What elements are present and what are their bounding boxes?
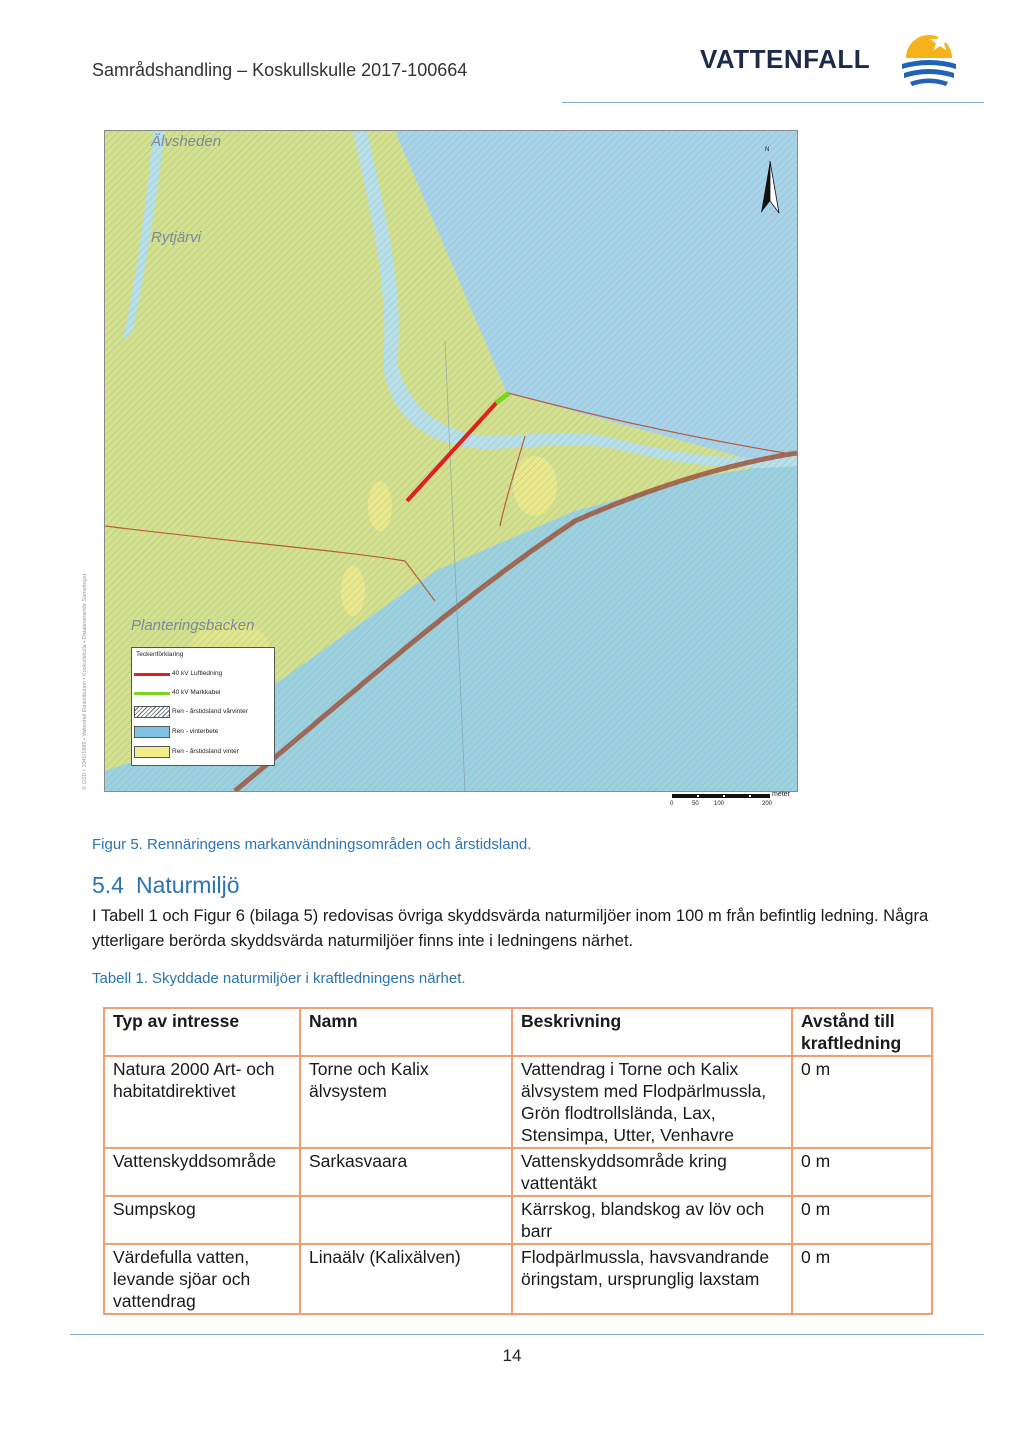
legend-swatch-spring-winter [134, 706, 170, 718]
figure-caption: Figur 5. Rennäringens markanvändningsområden och årstidsland. [92, 836, 532, 853]
table-cell: Vattenskyddsområde [104, 1148, 300, 1196]
section-heading [92, 872, 240, 899]
table-row [104, 1244, 932, 1314]
table-cell: Sumpskog [104, 1196, 300, 1244]
legend-swatch-winter [134, 746, 170, 758]
map-side-credit: © GSD • 1045/1889 • Vattenfall Eldistribution • Koskullskulle • Dataleverantör Sametinget [82, 573, 88, 790]
legend-item: Ren - årstidsland vårvinter [134, 705, 272, 719]
table-cell: 0 m [792, 1244, 932, 1314]
legend-item: 40 kV Luftledning [134, 667, 272, 681]
place-label-rytjarvi: Rytjärvi [151, 229, 202, 246]
scale-tick: 50 [692, 801, 699, 807]
table-header-cell: Typ av intresse [104, 1008, 300, 1056]
table-row [104, 1196, 932, 1244]
legend-item: Ren - årstidsland vinter [134, 745, 272, 759]
scale-tick: 100 [714, 801, 725, 807]
scale-bar-graphic [672, 794, 770, 798]
table-cell: Sarkasvaara [300, 1148, 512, 1196]
table-header-cell: Beskrivning [512, 1008, 792, 1056]
scale-tick: 200 [762, 801, 773, 807]
table-header-cell: Avstånd till kraftledning [792, 1008, 932, 1056]
reindeer-land-use-map [104, 130, 798, 792]
section-title: Naturmiljö [135, 872, 240, 898]
place-label-planteringsbacken: Planteringsbacken [131, 617, 255, 634]
header-divider [562, 102, 984, 103]
map-legend [131, 647, 275, 766]
table-cell: Linaälv (Kalixälven) [300, 1244, 512, 1314]
legend-swatch-winter-grazing [134, 726, 170, 738]
legend-swatch-ground-cable [134, 687, 170, 699]
table-row [104, 1056, 932, 1148]
place-label-alvsheden: Älvsheden [151, 133, 222, 150]
vattenfall-logo [700, 28, 962, 92]
scale-unit: meter [772, 791, 790, 798]
table-cell: Värdefulla vatten, levande sjöar och vattendrag [104, 1244, 300, 1314]
table-row [104, 1148, 932, 1196]
north-label: N [765, 147, 770, 153]
table-caption: Tabell 1. Skyddade naturmiljöer i kraftledningens närhet. [92, 970, 466, 987]
table-cell: 0 m [792, 1148, 932, 1196]
legend-swatch-overhead-line [134, 668, 170, 680]
table-header-cell: Namn [300, 1008, 512, 1056]
legend-title: Teckenförklaring [136, 651, 184, 658]
table-cell: Kärrskog, blandskog av löv och barr [512, 1196, 792, 1244]
table-cell: Vattenskyddsområde kring vattentäkt [512, 1148, 792, 1196]
table-cell: Natura 2000 Art- och habitatdirektivet [104, 1056, 300, 1148]
section-body-text: I Tabell 1 och Figur 6 (bilaga 5) redovisas övriga skyddsvärda naturmiljöer inom 100 m från befintlig ledning. Några ytterligare berörda skyddsvärda naturmiljöer finns inte i ledningens närhet. [92, 907, 929, 950]
footer-divider [70, 1334, 984, 1335]
map-scale-bar [668, 792, 798, 812]
table-cell [300, 1196, 512, 1244]
document-header-title: Samrådshandling – Koskullskulle 2017-100664 [92, 60, 468, 80]
vattenfall-sun-wave-icon [898, 28, 960, 92]
protected-nature-table [103, 1007, 933, 1315]
table-cell: 0 m [792, 1056, 932, 1148]
legend-item: 40 kV Markkabel [134, 686, 272, 700]
logo-text: VATTENFALL [700, 44, 871, 74]
scale-tick: 0 [670, 801, 674, 807]
table-cell: Torne och Kalix älvsystem [300, 1056, 512, 1148]
table-cell: 0 m [792, 1196, 932, 1244]
page-number: 14 [502, 1346, 522, 1365]
legend-item: Ren - vinterbete [134, 725, 272, 739]
table-cell: Vattendrag i Torne och Kalix älvsystem med Flodpärlmussla, Grön flodtrollslända, Lax, Stensimpa, Utter, Venhavre [512, 1056, 792, 1148]
section-number: 5.4 [92, 872, 124, 898]
table-cell: Flodpärlmussla, havsvandrande öringstam, ursprunglig laxstam [512, 1244, 792, 1314]
table-header-row [104, 1008, 932, 1056]
